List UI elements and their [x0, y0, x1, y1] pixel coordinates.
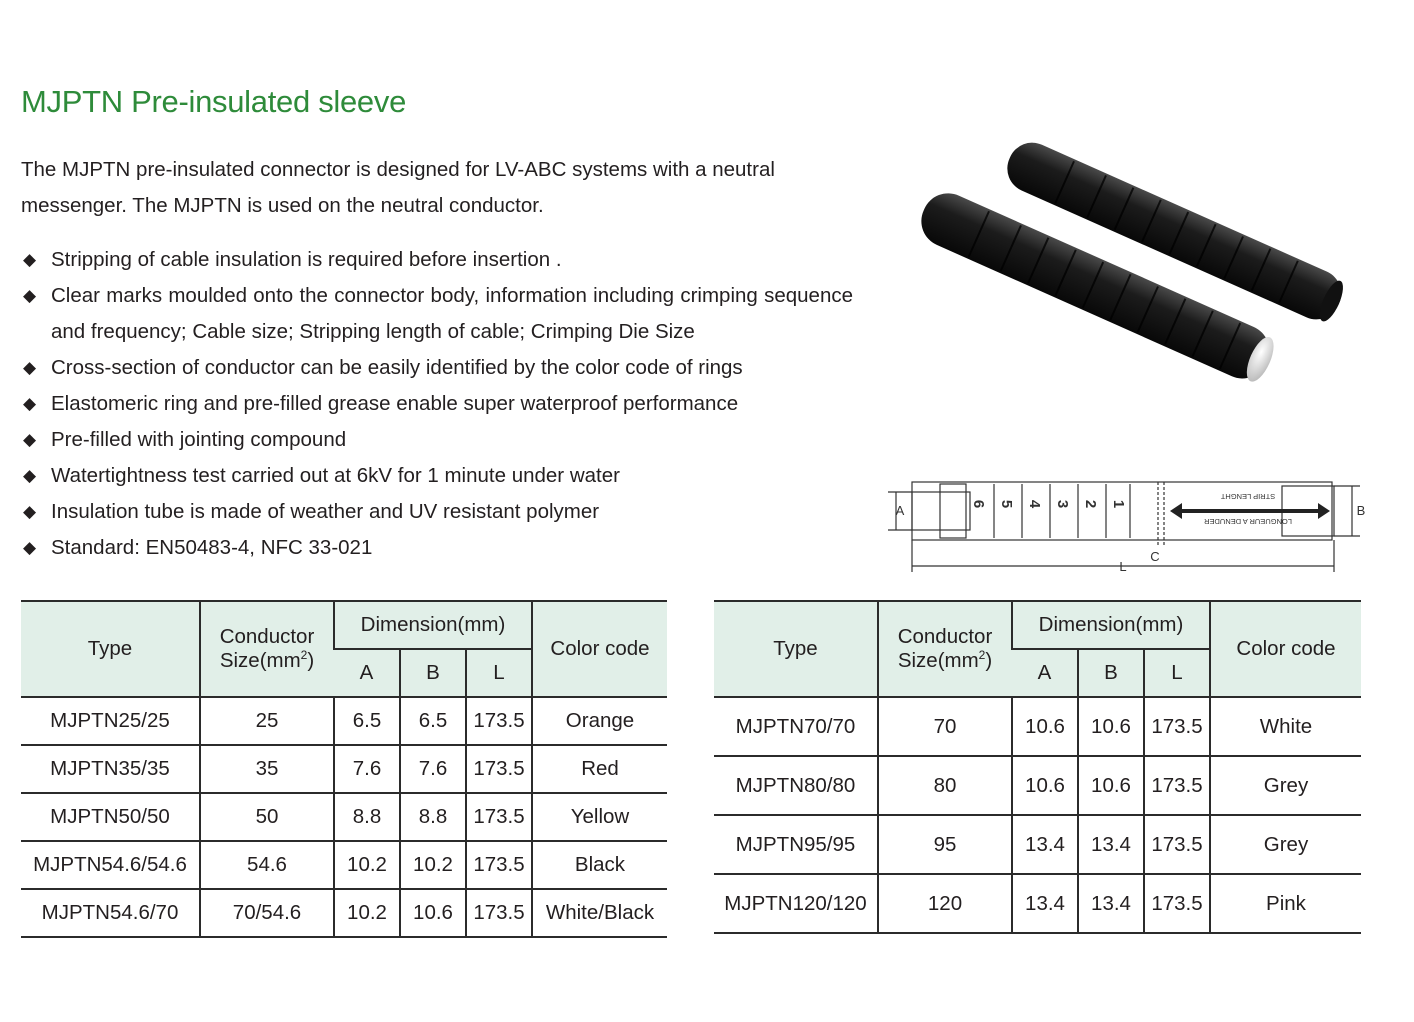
dim-label-l: L [1119, 559, 1127, 574]
table-row [714, 815, 1361, 874]
spec-table-right [714, 600, 1361, 934]
cell-a: 13.4 [1012, 815, 1078, 874]
diamond-bullet-icon: ◆ [23, 250, 37, 269]
cell-size: 80 [878, 756, 1012, 815]
cell-color: Red [532, 745, 667, 793]
crimp-mark-3: 3 [1054, 499, 1071, 509]
cell-b: 6.5 [400, 697, 466, 745]
feature-item [21, 278, 853, 350]
header-l: L [1144, 649, 1210, 697]
cell-b: 10.6 [1078, 697, 1144, 756]
page-title: MJPTN Pre-insulated sleeve [21, 84, 407, 119]
table-row [714, 697, 1361, 756]
cell-b: 10.6 [400, 889, 466, 937]
cell-color: Black [532, 841, 667, 889]
header-dimension: Dimension(mm) [334, 601, 532, 649]
feature-text: Pre-filled with jointing compound [51, 428, 347, 451]
header-b: B [1078, 649, 1144, 697]
header-conductor: Conductor [897, 625, 993, 648]
header-conductor: Conductor [219, 625, 315, 648]
cell-a: 10.2 [334, 841, 400, 889]
cell-type: MJPTN80/80 [714, 756, 878, 815]
cell-l: 173.5 [466, 745, 532, 793]
feature-text: Cross-section of conductor can be easily identified by the color code of rings [51, 356, 743, 379]
feature-text: Stripping of cable insulation is required before insertion . [51, 248, 562, 271]
feature-item [21, 422, 861, 458]
header-type: Type [714, 601, 878, 697]
cell-b: 7.6 [400, 745, 466, 793]
table-row [714, 756, 1361, 815]
cell-a: 10.6 [1012, 756, 1078, 815]
cell-b: 8.8 [400, 793, 466, 841]
strip-length-text-fr: LONGUEUR A DENUDER [1204, 517, 1292, 526]
dim-label-a: A [895, 503, 905, 518]
feature-text: Standard: EN50483-4, NFC 33-021 [51, 536, 373, 559]
diamond-bullet-icon: ◆ [23, 502, 37, 521]
dimension-drawing [882, 470, 1372, 580]
crimp-mark-2: 2 [1082, 499, 1099, 509]
crimp-mark-5: 5 [998, 499, 1015, 509]
cell-size: 25 [200, 697, 334, 745]
feature-item [21, 350, 861, 386]
feature-item [21, 530, 861, 566]
cell-color: Grey [1210, 815, 1361, 874]
cell-color: Yellow [532, 793, 667, 841]
dim-label-b: B [1356, 503, 1366, 518]
feature-list [21, 242, 861, 566]
table-row [714, 874, 1361, 933]
cell-a: 6.5 [334, 697, 400, 745]
cell-a: 8.8 [334, 793, 400, 841]
cell-size: 54.6 [200, 841, 334, 889]
diamond-bullet-icon: ◆ [23, 358, 37, 377]
cell-size: 70 [878, 697, 1012, 756]
header-type: Type [21, 601, 200, 697]
diamond-bullet-icon: ◆ [23, 466, 37, 485]
cell-type: MJPTN35/35 [21, 745, 200, 793]
header-size-exp: 2 [300, 648, 308, 663]
table-row [21, 841, 667, 889]
cell-l: 173.5 [466, 793, 532, 841]
feature-item [21, 494, 861, 530]
header-l: L [466, 649, 532, 697]
product-photo [895, 100, 1365, 400]
crimp-mark-4: 4 [1026, 499, 1043, 509]
cell-type: MJPTN54.6/70 [21, 889, 200, 937]
intro-line: messenger. The MJPTN is used on the neutral conductor. [21, 194, 544, 217]
crimp-mark-6: 6 [970, 499, 987, 509]
cell-type: MJPTN95/95 [714, 815, 878, 874]
diamond-bullet-icon: ◆ [23, 286, 37, 305]
feature-text: Watertightness test carried out at 6kV for 1 minute under water [51, 464, 620, 487]
cell-b: 13.4 [1078, 815, 1144, 874]
header-size-close: ) [985, 649, 993, 672]
feature-item [21, 386, 861, 422]
header-size: Size(mm [897, 649, 979, 672]
cell-b: 10.6 [1078, 756, 1144, 815]
cell-size: 35 [200, 745, 334, 793]
diamond-bullet-icon: ◆ [23, 430, 37, 449]
header-a: A [334, 649, 400, 697]
table-row [21, 745, 667, 793]
cell-type: MJPTN120/120 [714, 874, 878, 933]
cell-b: 10.2 [400, 841, 466, 889]
table-row [21, 697, 667, 745]
cell-size: 95 [878, 815, 1012, 874]
diamond-bullet-icon: ◆ [23, 538, 37, 557]
cell-l: 173.5 [1144, 874, 1210, 933]
cell-type: MJPTN50/50 [21, 793, 200, 841]
intro-paragraph [21, 152, 861, 224]
cell-a: 7.6 [334, 745, 400, 793]
feature-text: Clear marks moulded onto the connector body, information including crimping sequence and frequency; Cable size; Stripping length of cable; Crimping Die Size [51, 284, 853, 343]
cell-type: MJPTN70/70 [714, 697, 878, 756]
diamond-bullet-icon: ◆ [23, 394, 37, 413]
feature-text: Insulation tube is made of weather and UV resistant polymer [51, 500, 600, 523]
header-size-exp: 2 [978, 648, 986, 663]
cell-type: MJPTN25/25 [21, 697, 200, 745]
header-color-code: Color code [532, 601, 667, 697]
feature-text: Elastomeric ring and pre-filled grease enable super waterproof performance [51, 392, 739, 415]
cell-a: 10.6 [1012, 697, 1078, 756]
cell-l: 173.5 [466, 697, 532, 745]
cell-color: Pink [1210, 874, 1361, 933]
table-row [21, 793, 667, 841]
header-conductor-size [878, 601, 1012, 697]
cell-type: MJPTN54.6/54.6 [21, 841, 200, 889]
header-size-close: ) [307, 649, 315, 672]
spec-table-left [21, 600, 667, 938]
cell-color: White/Black [532, 889, 667, 937]
cell-a: 13.4 [1012, 874, 1078, 933]
cell-color: Orange [532, 697, 667, 745]
cell-size: 70/54.6 [200, 889, 334, 937]
cell-l: 173.5 [466, 889, 532, 937]
header-a: A [1012, 649, 1078, 697]
cell-a: 10.2 [334, 889, 400, 937]
cell-size: 120 [878, 874, 1012, 933]
strip-length-text-en: STRIP LENGHT [1220, 492, 1276, 501]
crimp-mark-1: 1 [1110, 499, 1127, 509]
cell-size: 50 [200, 793, 334, 841]
feature-item [21, 242, 861, 278]
header-conductor-size [200, 601, 334, 697]
cell-l: 173.5 [1144, 815, 1210, 874]
header-b: B [400, 649, 466, 697]
cell-color: Grey [1210, 756, 1361, 815]
header-size: Size(mm [219, 649, 301, 672]
feature-item [21, 458, 861, 494]
cell-l: 173.5 [1144, 697, 1210, 756]
header-color-code: Color code [1210, 601, 1361, 697]
dim-label-c: C [1150, 549, 1160, 564]
intro-line: The MJPTN pre-insulated connector is designed for LV-ABC systems with a neutral [21, 158, 775, 181]
cell-l: 173.5 [466, 841, 532, 889]
table-row [21, 889, 667, 937]
cell-color: White [1210, 697, 1361, 756]
cell-b: 13.4 [1078, 874, 1144, 933]
header-dimension: Dimension(mm) [1012, 601, 1210, 649]
cell-l: 173.5 [1144, 756, 1210, 815]
